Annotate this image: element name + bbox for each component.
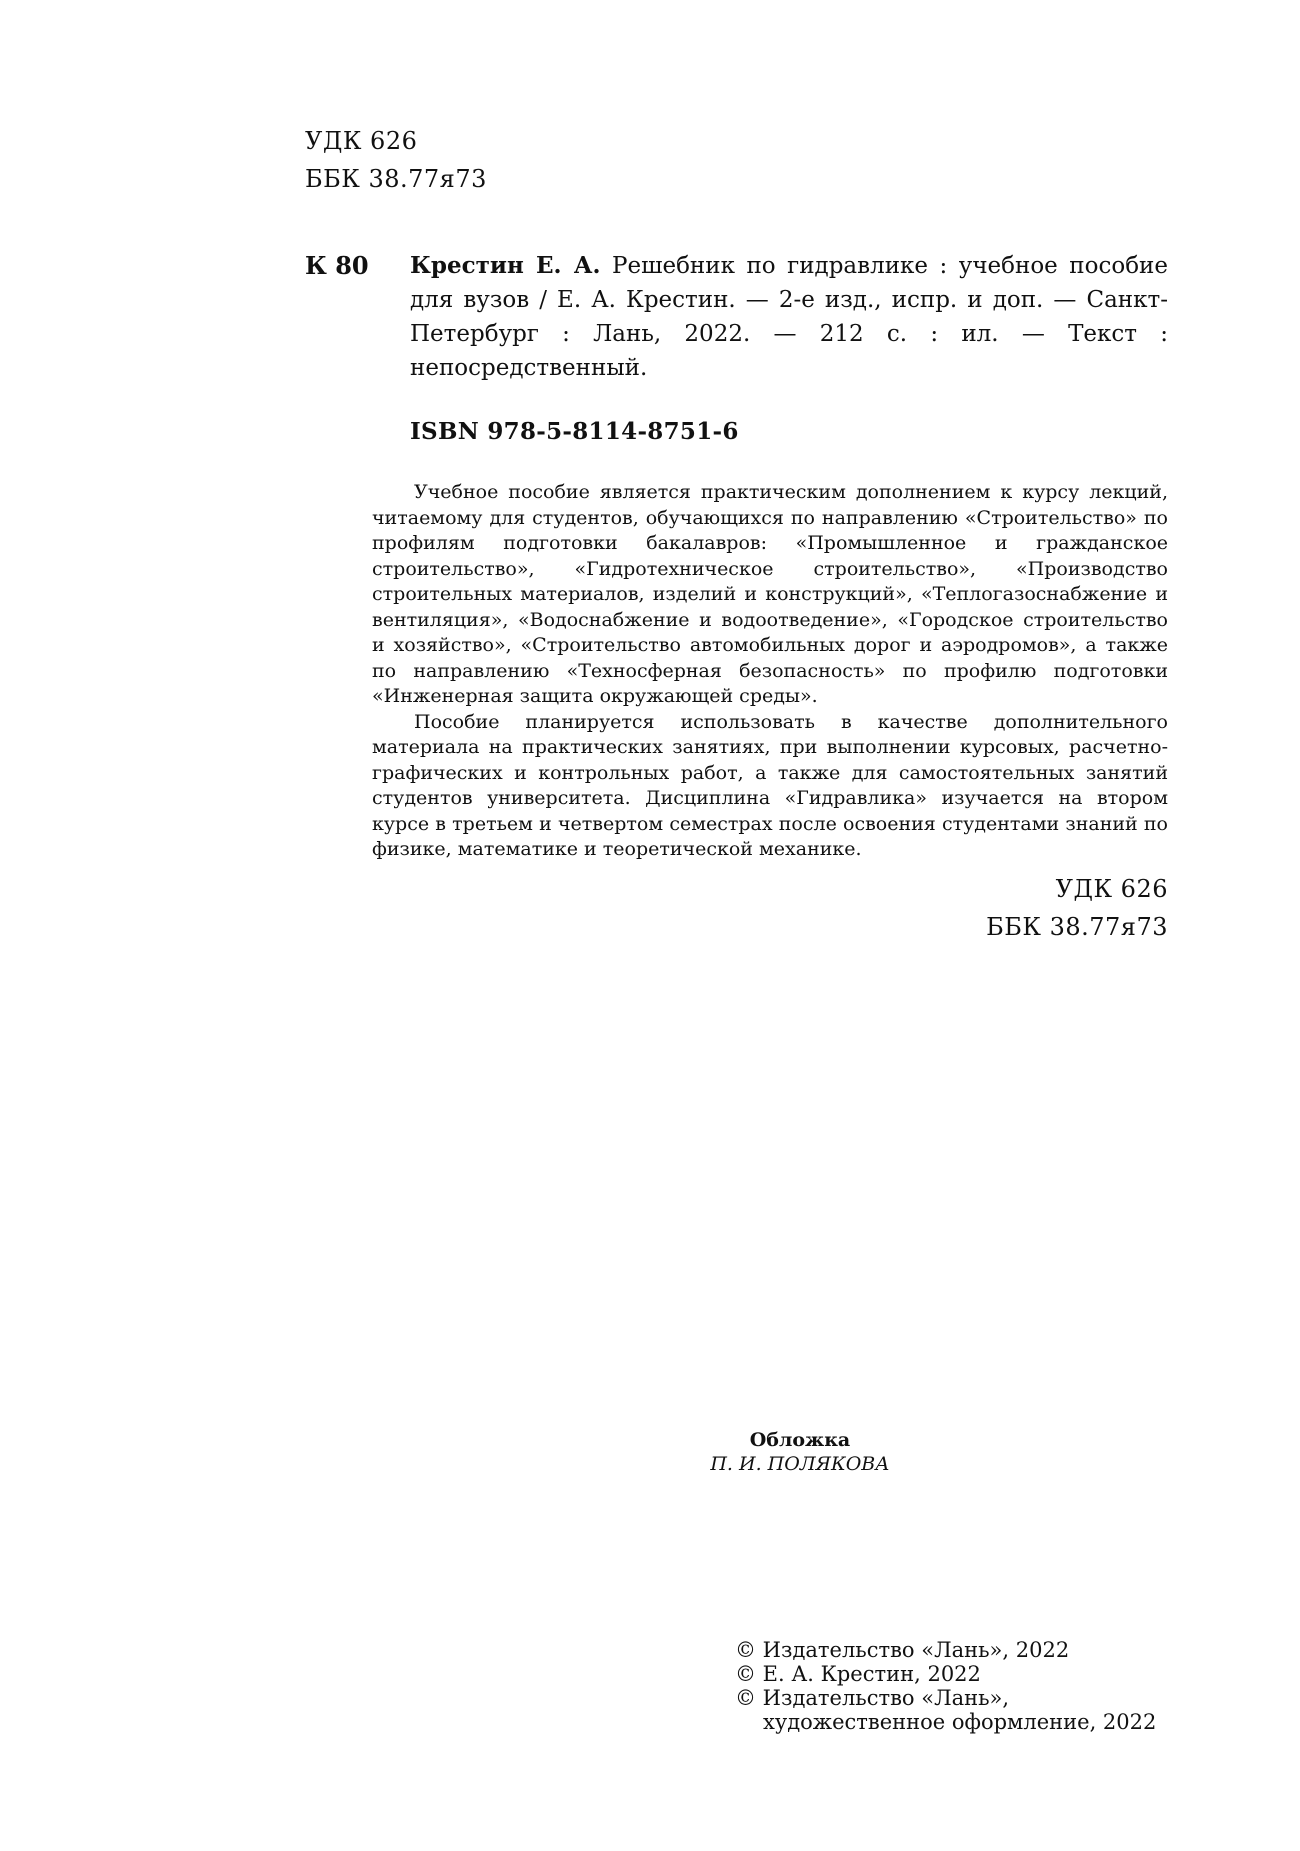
author-name: Крестин Е. А. bbox=[410, 252, 601, 279]
bibliographic-record bbox=[410, 249, 1168, 385]
cover-credit bbox=[590, 1428, 1010, 1476]
copyright-line: © Издательство «Лань», bbox=[735, 1686, 1010, 1710]
classification-bottom bbox=[986, 870, 1168, 946]
annotation bbox=[372, 480, 1168, 863]
isbn: ISBN 978-5-8114-8751-6 bbox=[410, 418, 739, 445]
copyright-block bbox=[735, 1638, 1156, 1734]
copyright-line: художественное оформление, 2022 bbox=[763, 1710, 1157, 1734]
author-mark: К 80 bbox=[305, 251, 369, 280]
udk-code: УДК 626 bbox=[1055, 875, 1168, 903]
copyright-line: © Издательство «Лань», 2022 bbox=[735, 1638, 1070, 1662]
bbk-code: ББК 38.77я73 bbox=[986, 913, 1168, 941]
bbk-code: ББК 38.77я73 bbox=[305, 165, 487, 193]
bibliographic-description: Решебник по гидравлике : учебное пособие для вузов / Е. А. Крестин. — 2-е изд., испр. и доп. — Санкт-Петербург : Лань, 2022. — 212 с. : ил. — Текст : непосредственный. bbox=[410, 253, 1168, 381]
cover-label: Обложка bbox=[749, 1429, 851, 1451]
udk-code: УДК 626 bbox=[305, 127, 418, 155]
annotation-paragraph: Пособие планируется использовать в качестве дополнительного материала на практических занятиях, при выполнении курсовых, расчетно-графических и контрольных работ, а также для самостоятельных занятий студентов университета. Дисциплина «Гидравлика» изучается на втором курсе в третьем и четвертом семестрах после освоения студентами знаний по физике, математике и теоретической механике. bbox=[372, 710, 1168, 860]
cover-designer: П. И. ПОЛЯКОВА bbox=[710, 1453, 890, 1475]
classification-top bbox=[305, 122, 487, 198]
copyright-line: © Е. А. Крестин, 2022 bbox=[735, 1662, 981, 1686]
annotation-paragraph: Учебное пособие является практическим дополнением к курсу лекций, читаемому для студентов, обучающихся по направлению «Строительство» по профилям подготовки бакалавров: «Промышленное и гражданское строительство», «Гидротехническое строительство», «Производство строительных материалов, изделий и конструкций», «Теплогазоснабжение и вентиляция», «Водоснабжение и водоотведение», «Городское строительство и хозяйство», «Строительство автомобильных дорог и аэродромов», а также по направлению «Техносферная безопасность» по профилю подготовки «Инженерная защита окружающей среды». bbox=[372, 481, 1168, 707]
